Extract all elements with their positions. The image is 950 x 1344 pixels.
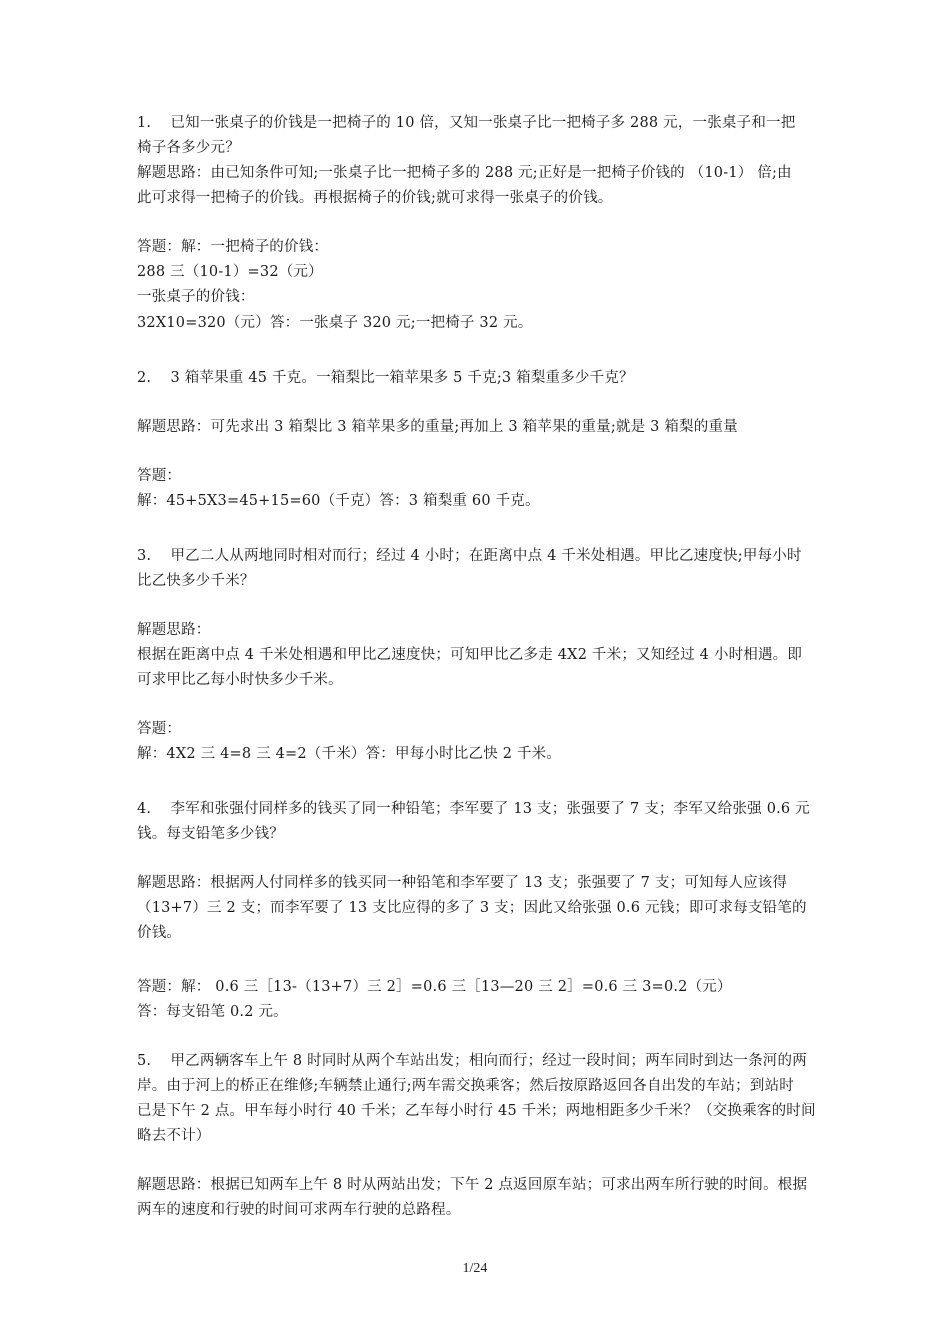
problem-4-hint-cont: 价钱。	[137, 925, 182, 941]
problem-1-answer-line: 32X10=320（元）答：一张桌子 320 元;一把椅子 32 元。	[137, 315, 533, 331]
problem-3-hint: 根据在距离中点 4 千米处相遇和甲比乙速度快；可知甲比乙多走 4X2 千米；又知经过 4 小时相遇。即	[137, 647, 803, 663]
problem-5-question: 5. 甲乙两辆客车上午 8 时同时从两个车站出发；相向而行；经过一段时间；两车同时到达一条河的两	[137, 1053, 807, 1069]
problem-5-question-cont: 略去不计）	[137, 1128, 211, 1144]
problem-3-answer-label: 答题：	[137, 721, 182, 737]
problem-4-answer-line: 答题：解： 0.6 三［13-（13+7）三 2］=0.6 三［13—20 三 2］=0.6 三 3=0.2（元）	[137, 979, 732, 995]
problem-1-answer-line: 288 三（10-1）=32（元）	[137, 264, 323, 280]
problem-4-question: 4. 李军和张强付同样多的钱买了同一种铅笔；李军要了 13 支；张强要了 7 支；李军又给张强 0.6 元	[137, 801, 810, 817]
problem-2-hint: 解题思路：可先求出 3 箱梨比 3 箱苹果多的重量;再加上 3 箱苹果的重量;就是 3 箱梨的重量	[137, 419, 738, 435]
problem-3-hint-label: 解题思路：	[137, 622, 211, 638]
problem-2-question: 2. 3 箱苹果重 45 千克。一箱梨比一箱苹果多 5 千克;3 箱梨重多少千克？	[137, 370, 634, 386]
problem-1-answer-line: 一张桌子的价钱：	[137, 289, 255, 305]
problem-2-answer-line: 解：45+5X3=45+15=60（千克）答：3 箱梨重 60 千克。	[137, 493, 540, 509]
problem-4-question-cont: 钱。每支铅笔多少钱？	[137, 826, 284, 842]
problem-4-answer-line: 答：每支铅笔 0.2 元。	[137, 1004, 288, 1020]
problem-3-question: 3. 甲乙二人从两地同时相对而行；经过 4 小时；在距离中点 4 千米处相遇。甲比乙速度快;甲每小时	[137, 548, 802, 564]
problem-1-hint: 解题思路：由已知条件可知;一张桌子比一把椅子多的 288 元;正好是一把椅子价钱的 （10-1） 倍;由	[137, 165, 792, 181]
problem-5-question-cont: 已是下午 2 点。甲车每小时行 40 千米；乙车每小时行 45 千米；两地相距多少千米？（交换乘客的时间	[137, 1103, 816, 1119]
problem-1-question-cont: 椅子各多少元？	[137, 140, 240, 156]
page-number: 1/24	[462, 1261, 488, 1276]
problem-4-hint: 解题思路：根据两人付同样多的钱买同一种铅笔和李军要了 13 支；张强要了 7 支；可知每人应该得	[137, 875, 788, 891]
problem-5-hint: 解题思路：根据已知两车上午 8 时从两站出发；下午 2 点返回原车站；可求出两车所行驶的时间。根据	[137, 1177, 808, 1193]
problem-2-answer-label: 答题：	[137, 468, 182, 484]
problem-1-question: 1. 已知一张桌子的价钱是一把椅子的 10 倍，又知一张桌子比一把椅子多 288 元，一张桌子和一把	[137, 115, 796, 131]
problem-3-question-cont: 比乙快多少千米？	[137, 573, 255, 589]
problem-5-hint-cont: 两车的速度和行驶的时间可求两车行驶的总路程。	[137, 1202, 461, 1218]
problem-1-answer-label: 答题：解：一把椅子的价钱：	[137, 239, 329, 255]
problem-3-answer-line: 解：4X2 三 4=8 三 4=2（千米）答：甲每小时比乙快 2 千米。	[137, 746, 562, 762]
problem-5-question-cont: 岸。由于河上的桥正在维修;车辆禁止通行;两车需交换乘客；然后按原路返回各自出发的车站；到站时	[137, 1078, 794, 1094]
problem-1-hint-cont: 此可求得一把椅子的价钱。再根据椅子的价钱;就可求得一张桌子的价钱。	[137, 190, 613, 206]
problem-4-hint-cont: （13+7）三 2 支；而李军要了 13 支比应得的多了 3 支；因此又给张强 0.6 元钱；即可求每支铅笔的	[137, 900, 807, 916]
problem-3-hint-cont: 可求甲比乙每小时快多少千米。	[137, 672, 343, 688]
